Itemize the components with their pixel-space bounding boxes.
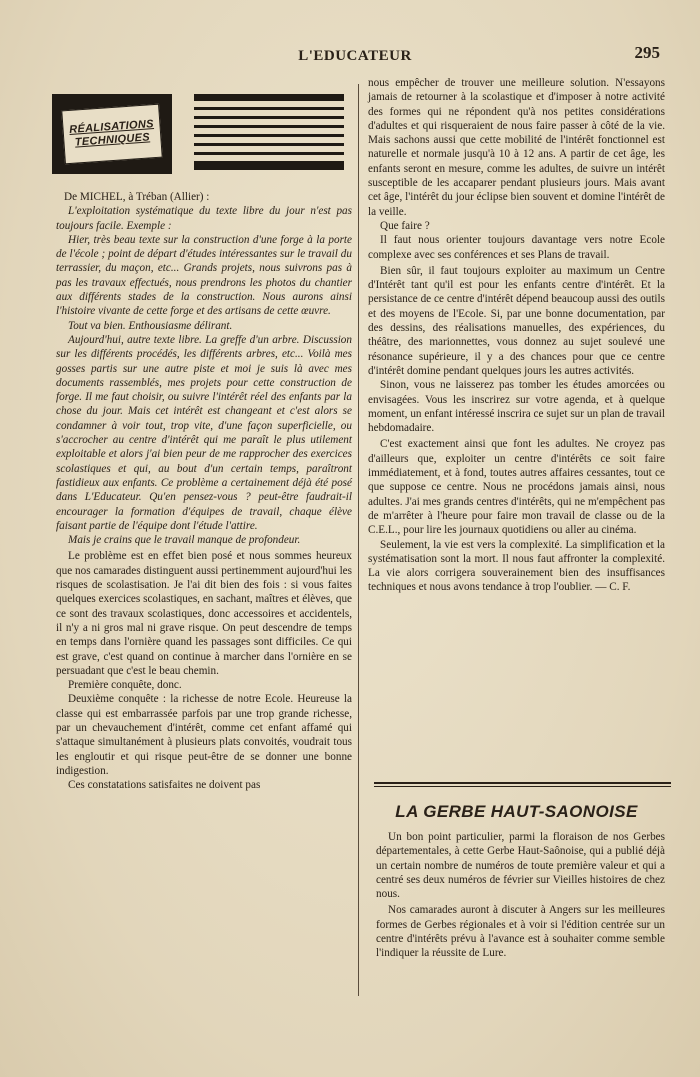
paragraph: Aujourd'hui, autre texte libre. La greffe d'un arbre. Discussion sur les différents procédés, les différents arbres, etc... Voilà mes gosses partis sur une autre piste et moi je suis là avec mes documents rassemblés, mes projets pour cette construction de forge. Il me faut choisir, ou suivre l'intérêt réel des enfants par la chose du jour. Mais cet intérêt est changeant et c'est alors se condamner à voir tout, trop vite, d'une façon superficielle, ou s'accrocher au centre d'intérêt qui me paraît le plus utilement exploitable et alors j'ai bien peur de me rapprocher des exercices scolastiques et qui, au bout d'un certain temps, paraîtront fastidieux aux enfants. Ce problème a certainement déjà été posé dans L'Educateur. Qu'en pensez-vous ? peut-être faudrait-il encourager la formation d'équipes de travail, chaque élève faisant partie de l'équipe dont l'étude l'attire.	[56, 333, 352, 532]
paragraph: Tout va bien. Enthousiasme délirant.	[68, 319, 233, 332]
column-divider	[358, 84, 359, 996]
bar	[194, 125, 344, 128]
bar	[194, 161, 344, 170]
section-rule	[374, 786, 671, 787]
paragraph: Il faut nous orienter toujours davantage vers notre Ecole complexe avec ses conférences et ses Plans de travail.	[368, 234, 665, 261]
paragraph: C'est exactement ainsi que font les adultes. Ne croyez pas d'ailleurs que, exploiter un centre d'intérêts ce soit faire immédiatement, et à fond, toutes autres affaires cessantes, tout ce que suppose ce centre. Nous ne procédons jamais ainsi, nous adultes. J'ai mes grands centres d'intérêts, qui ne m'empêchent pas de m'arrêter à l'heure pour faire mon travail de classe ou de la C.E.L., pour lire les journaux quotidiens ou aller au cinéma.	[368, 438, 665, 537]
paragraph: Nos camarades auront à discuter à Angers sur les meilleures formes de Gerbes régionales et à voir si l'édition centrée sur un centre d'intérêts prévu à l'avance est à souhaiter comme semble l'indiquer la réussite de Lure.	[376, 904, 665, 960]
paragraph: Un bon point particulier, parmi la floraison de nos Gerbes départementales, à cette Gerbe Haut-Saônoise, qui a publié déjà un certain nombre de numéros de toute première valeur et qui a centré ses deux numéros de février sur Vieilles histoires de chez nous.	[376, 831, 665, 901]
paragraph: Première conquête, donc.	[68, 679, 182, 692]
paragraph: Hier, très beau texte sur la construction d'une forge à la porte de l'école ; point de départ d'études intéressantes sur le travail du terrassier, du maçon, etc... Grands projets, nous suivrons pas à pas les travaux effectués, nous prendrons les photos du chantier aux différents stades de la construction. Nous aurons ainsi l'histoire vivante de cette forge et des artisans de cette œuvre.	[56, 233, 352, 318]
paragraph: Mais je crains que le travail manque de profondeur.	[68, 534, 301, 547]
bar	[194, 107, 344, 110]
paragraph: De MICHEL, à Tréban (Allier) :	[64, 191, 210, 203]
journal-title: L'EDUCATEUR	[298, 48, 412, 64]
bar	[194, 152, 344, 155]
paragraph: Ces constatations satisfaites ne doivent pas	[68, 779, 261, 792]
right-column	[368, 76, 665, 595]
bar	[194, 116, 344, 119]
left-column	[56, 190, 352, 792]
paragraph: nous empêcher de trouver une meilleure solution. N'essayons jamais de retourner à la scolastique et d'imposer à notre activité des formes qui ne répondent qu'à nos petites considérations d'adultes et qui risqueraient de nous faire passer à côté de la vie. Mais sachons aussi que cette mobilité de l'intérêt fonctionnel est naturelle et normale jusqu'à 10 à 12 ans. A partir de cet âge, les enfants seront en mesure, comme les adultes, de suivre un intérêt susceptible de les accaparer pendant plusieurs jours. Mais avant cet âge, l'intérêt du jour éclipse bien souvent et domine l'intérêt de la veille.	[368, 77, 665, 218]
paragraph: Le problème est en effet bien posé et nous sommes heureux que nos camarades distinguent aussi pertinemment aujourd'hui les risques de scolastisation. Je l'ai dit bien des fois : si vous faites quelques exercices scolastiques, en sachant, maîtres et élèves, que ce sont des travaux scolastiques, donc accessoires et accidentels, il n'y a ni gros mal ni grave risque. On peut descendre de temps en temps dans l'ornière quand les passages sont difficiles. Ce qui est grave, c'est quand on continue à marcher dans l'ornière en se persuadant que c'est le beau chemin.	[56, 550, 352, 677]
decorative-bars	[194, 94, 344, 170]
paragraph: Deuxième conquête : la richesse de notre Ecole. Heureuse la classe qui est embarrassée parfois par une trop grande richesse, par un chevauchement d'intérêt, comme cet enfant affamé qui s'attaque simultanément à plusieurs plats convoités, voudrait tous les engloutir et qui risque peut-être de se donner une bonne indigestion.	[56, 693, 352, 777]
logo-line-1: RÉALISATIONS	[68, 118, 155, 136]
paragraph: Bien sûr, il faut toujours exploiter au maximum un Centre d'Intérêt tant qu'il est pour les enfants centre d'intérêt. Et la persistance de ce centre d'intérêt dépend beaucoup aussi des outils et des moyens de l'Ecole. Si, par une bonne documentation, par des dessins, des réalisations manuelles, des expériences, du théâtre, des marionnettes, vous donnez au sujet soulevé une résonance supérieure, il y a des chances pour que ce centre d'intérêt domine pendant quelques jours les autres activités.	[368, 264, 665, 377]
paragraph: Seulement, la vie est vers la complexité. La simplification et la systématisation sont la mort. Il nous faut affronter la complexité. La vie alors corrigera souverainement bien des insuffisances techniques et nous avons tendance à trop l'oublier. — C. F.	[368, 538, 665, 594]
gerbe-article	[376, 830, 665, 961]
bar	[194, 94, 344, 101]
bar	[194, 143, 344, 146]
page-number: 295	[634, 43, 660, 62]
section-rule	[374, 782, 671, 784]
paragraph: Sinon, vous ne laisserez pas tomber les études amorcées ou envisagées. Vous les inscrirez sur votre agenda, et à quelque moment, un enfant intéressé inscrira ce sujet sur un plan de travail hebdomadaire.	[368, 379, 665, 435]
bar	[194, 134, 344, 137]
gerbe-heading: LA GERBE HAUT-SAONOISE	[395, 802, 638, 821]
paragraph: Que faire ?	[380, 219, 430, 232]
logo-plaque	[61, 104, 163, 165]
paragraph: L'exploitation systématique du texte libre du jour n'est pas toujours facile. Exemple :	[56, 205, 352, 232]
logo-line-2: TECHNIQUES	[74, 131, 151, 149]
realisations-techniques-logo	[52, 94, 172, 174]
